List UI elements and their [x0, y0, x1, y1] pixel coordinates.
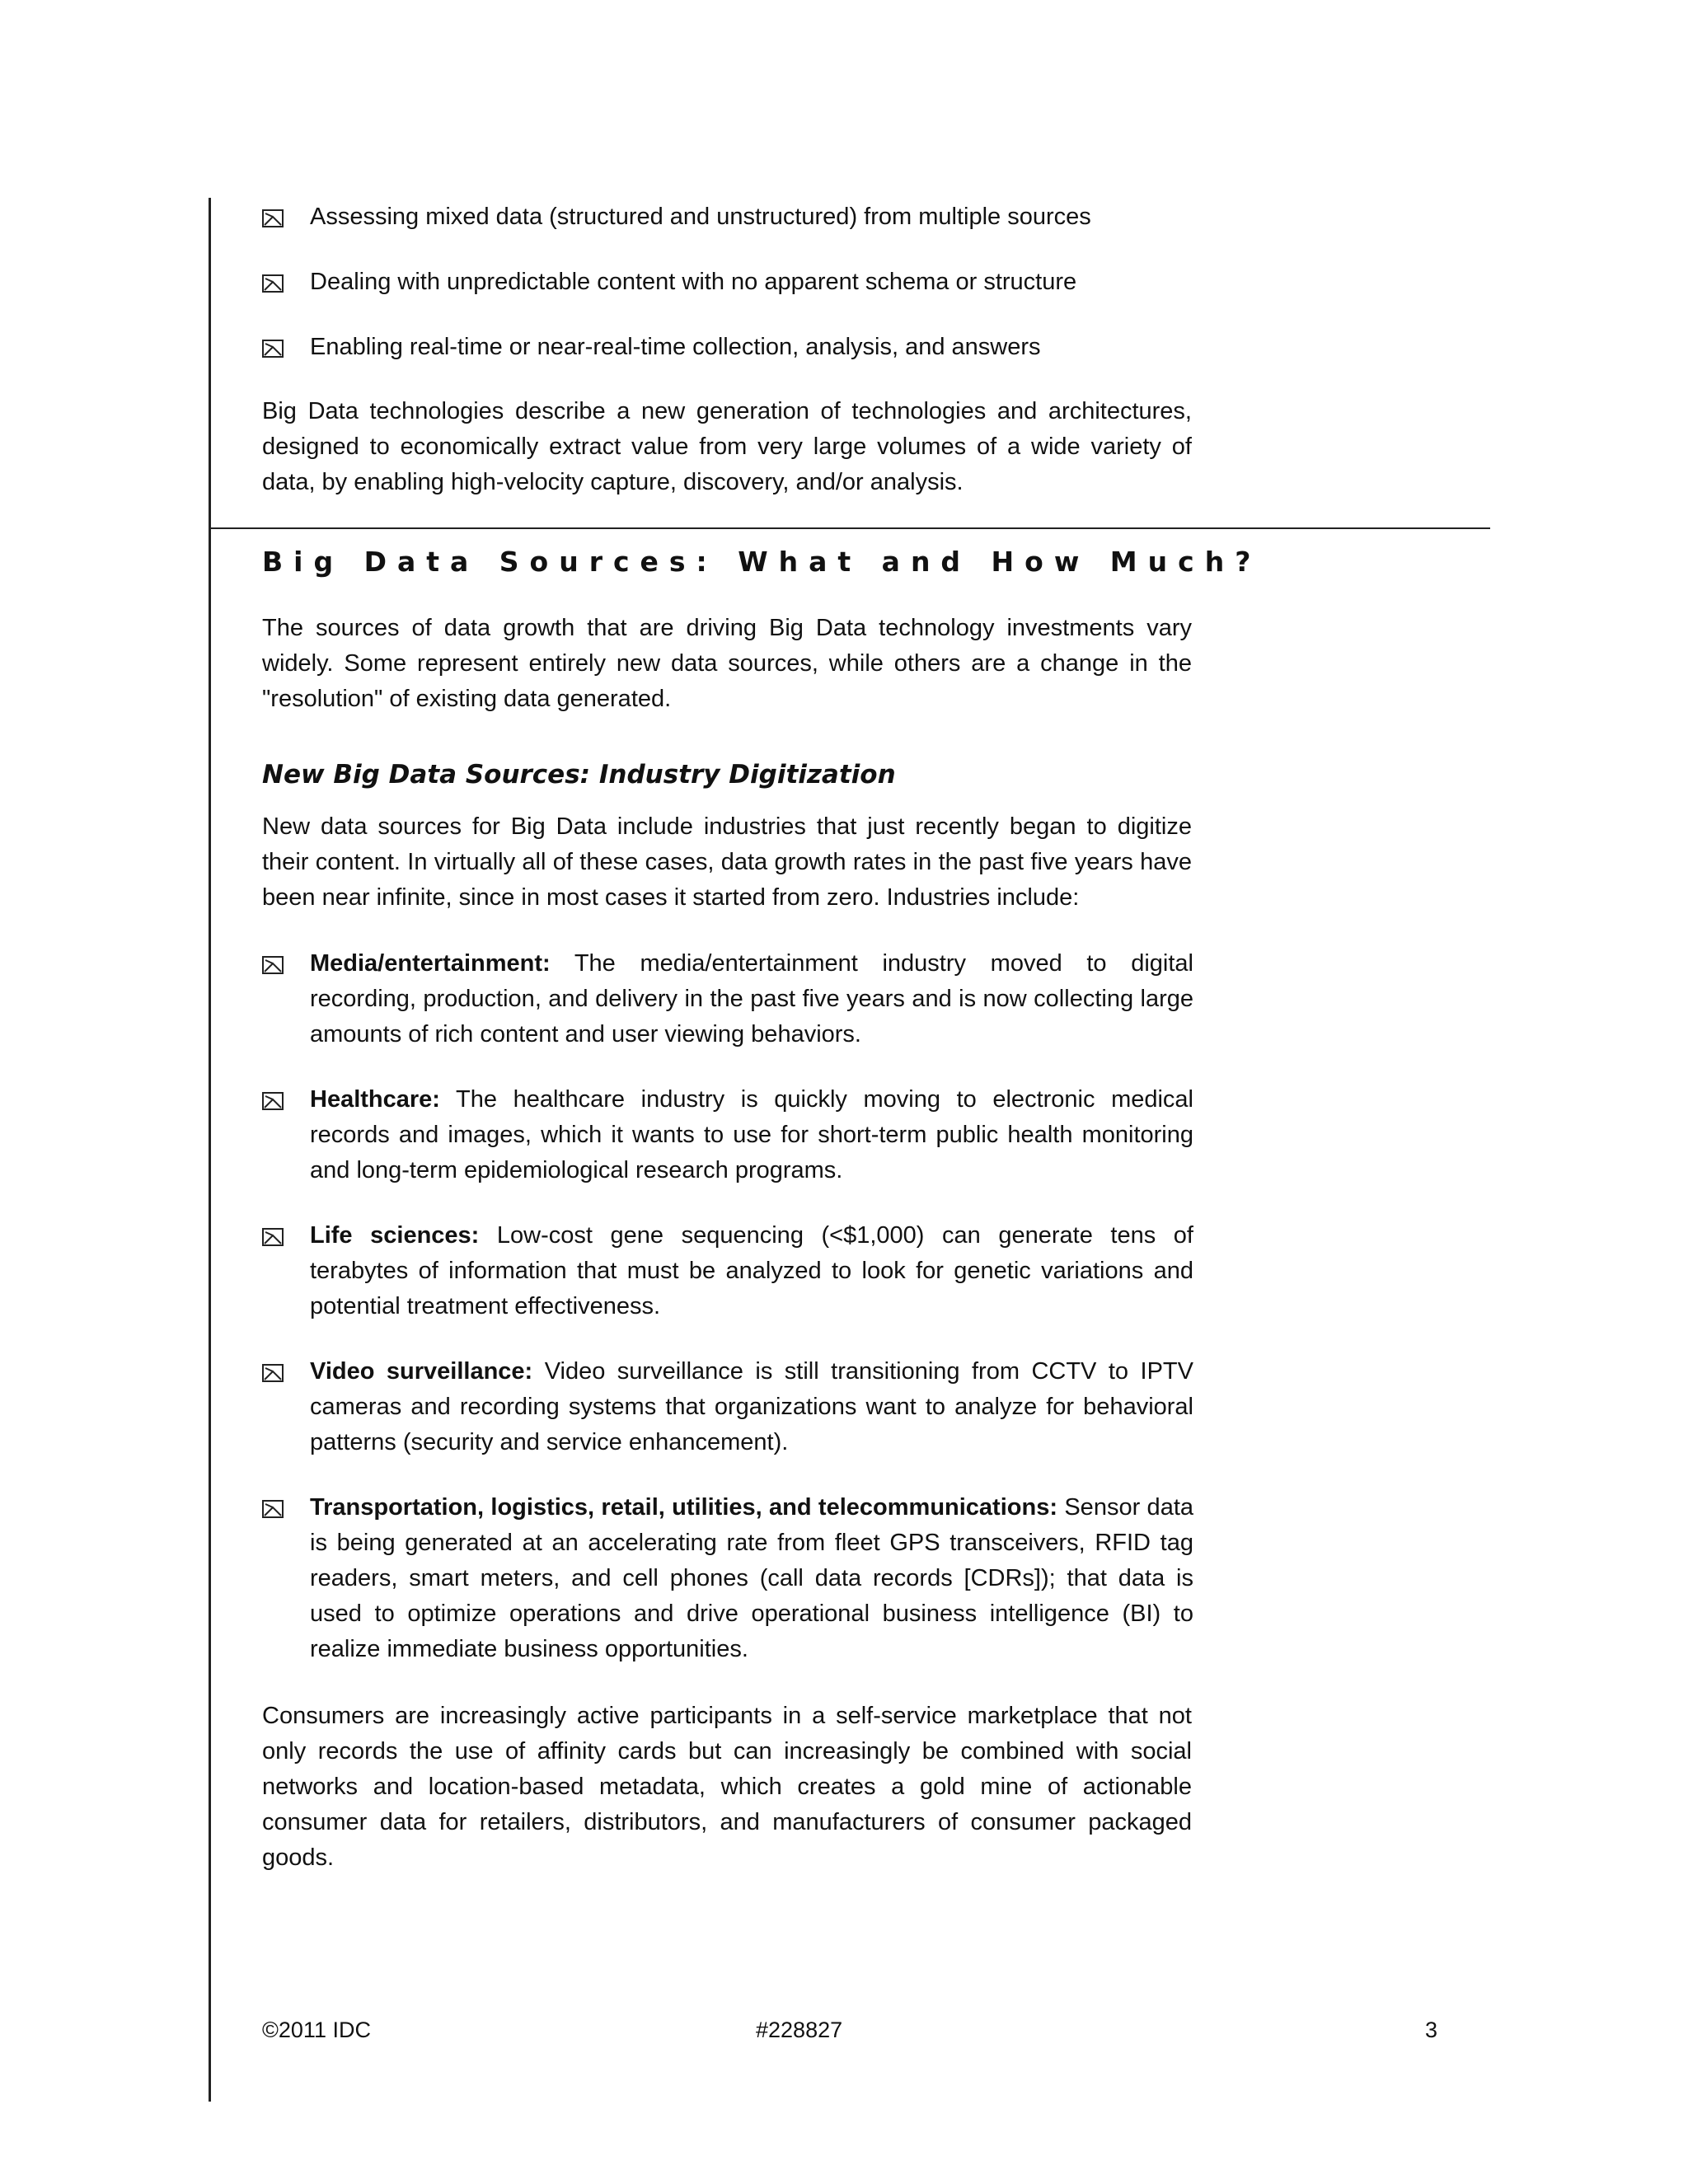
industry-description: Sensor data is being generated at an accelerating rate from fleet GPS transceivers, RFID tag readers, smart meters, and cell phones (call data records [CDRs]); that data is used to optimize operations and drive operational business intelligence (BI) to realize immediate business opportunities. — [310, 1494, 1194, 1662]
intro-bullet-text: Enabling real-time or near-real-time collection, analysis, and answers — [310, 334, 1041, 360]
industry-bullet-text — [310, 1354, 1193, 1460]
industry-description: The media/entertainment industry moved to digital recording, production, and delivery in the past five years and is now collecting large amounts of rich content and user viewing behaviors. — [310, 950, 1193, 1047]
definition-paragraph: Big Data technologies describe a new generation of technologies and architectures, designed to economically extract value from very large volumes of a wide variety of data, by enabling high-velocity capture, discovery, and/or analysis. — [262, 398, 1192, 495]
industry-bullet-text — [310, 946, 1193, 1052]
industry-description: Low-cost gene sequencing (<$1,000) can generate tens of terabytes of information that must be analyzed to look for genetic variations and potential treatment effectiveness. — [310, 1222, 1193, 1319]
industry-bullet-transportation — [262, 1490, 1193, 1667]
checkbox-bullet-icon — [262, 209, 284, 227]
industry-bullet-media — [262, 946, 1193, 1052]
intro-bullet-text: Assessing mixed data (structured and unstructured) from multiple sources — [310, 204, 1091, 230]
section-divider — [209, 527, 1490, 529]
industry-bullet-text — [310, 1218, 1193, 1324]
section-heading: Big Data Sources: What and How Much? — [262, 546, 1262, 578]
footer-page-number: 3 — [1425, 2018, 1438, 2042]
industry-label: Media/entertainment: — [310, 950, 551, 977]
subsection-intro-paragraph: New data sources for Big Data include industries that just recently began to digitize their content. In virtually all of these cases, data growth rates in the past five years have been near infinite, since in most cases it started from zero. Industries include: — [262, 813, 1192, 911]
industry-label: Healthcare: — [310, 1086, 440, 1113]
intro-bullet-3 — [262, 330, 1193, 365]
intro-bullet-text: Dealing with unpredictable content with no apparent schema or structure — [310, 269, 1077, 295]
footer-document-number: #228827 — [756, 2018, 843, 2042]
industry-bullet-video-surveillance — [262, 1354, 1193, 1460]
checkbox-bullet-icon — [262, 1500, 284, 1518]
checkbox-bullet-icon — [262, 956, 284, 974]
closing-paragraph: Consumers are increasingly active participants in a self-service marketplace that not only records the use of affinity cards but can increasingly be combined with social networks and location-based metadata, which creates a gold mine of actionable consumer data for retailers, distributors, and manufacturers of consumer packaged goods. — [262, 1703, 1192, 1871]
industry-label: Video surveillance: — [310, 1358, 533, 1385]
industry-bullet-life-sciences — [262, 1218, 1193, 1324]
checkbox-bullet-icon — [262, 1228, 284, 1246]
industry-description: Video surveillance is still transitioning from CCTV to IPTV cameras and recording systems that organizations want to analyze for behavioral patterns (security and service enhancement). — [310, 1358, 1193, 1455]
checkbox-bullet-icon — [262, 1364, 284, 1382]
industry-bullet-text — [310, 1490, 1193, 1667]
section-intro-paragraph: The sources of data growth that are driving Big Data technology investments vary widely. Some represent entirely new data sources, while others are a change in the "resolution" of existing data generated. — [262, 615, 1192, 712]
industry-bullet-healthcare — [262, 1082, 1193, 1188]
intro-bullet-2 — [262, 265, 1193, 300]
subsection-heading: New Big Data Sources: Industry Digitization — [262, 760, 896, 790]
footer-copyright: ©2011 IDC — [262, 2018, 371, 2042]
industry-bullet-text — [310, 1082, 1193, 1188]
industry-description: The healthcare industry is quickly moving to electronic medical records and images, which it wants to use for short-term public health monitoring and long-term epidemiological research programs. — [310, 1086, 1193, 1183]
checkbox-bullet-icon — [262, 274, 284, 293]
industry-label: Life sciences: — [310, 1222, 480, 1249]
intro-bullet-1 — [262, 199, 1193, 235]
industry-label: Transportation, logistics, retail, utilities, and telecommunications: — [310, 1494, 1057, 1521]
left-margin-rule — [209, 198, 211, 2102]
checkbox-bullet-icon — [262, 340, 284, 358]
checkbox-bullet-icon — [262, 1092, 284, 1110]
